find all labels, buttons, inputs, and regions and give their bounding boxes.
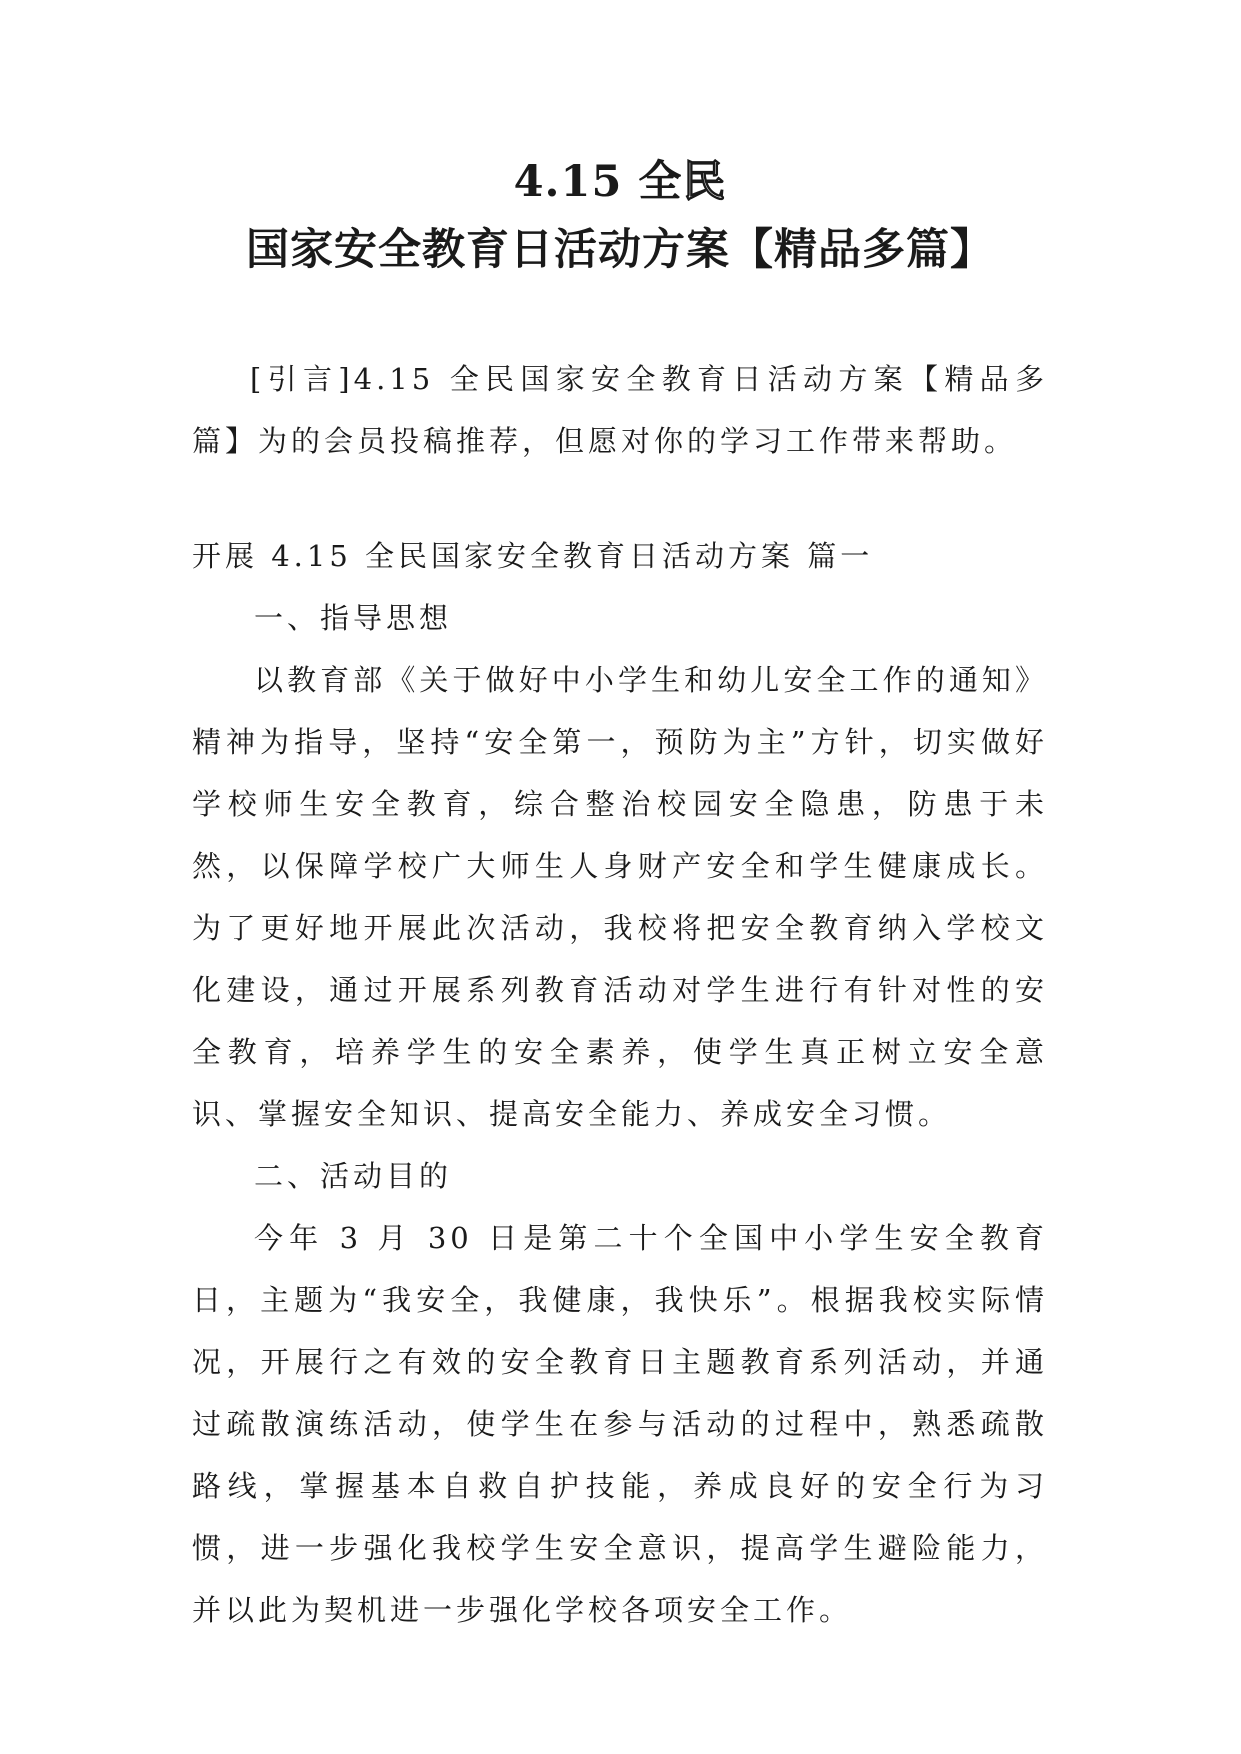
- document-title: [150, 148, 1090, 284]
- title-text-end: 国家安全教育日活动方案【精品多篇】: [246, 225, 994, 275]
- part1-heading: 一、指导思想: [254, 601, 453, 635]
- section-heading: 开展 4.15 全民国家安全教育日活动方案 篇一: [192, 539, 874, 573]
- document-content: [192, 525, 1048, 1641]
- part2-paragraph: 今年 3 月 30 日是第二十个全国中小学生安全教育日，主题为“我安全，我健康，我快乐”。根据我校实际情况，开展行之有效的安全教育日主题教育系列活动，并通过疏散演练活动，使学生在参与活动的过程中，熟悉疏散路线，掌握基本自救自护技能，养成良好的安全行为习惯，进一步强化我校学生安全意识，提高学生避险能力，并以此为契机进一步强化学校各项安全工作。: [192, 1221, 1048, 1627]
- title-text-start: 4.15 全: [513, 157, 683, 207]
- part2-heading: 二、活动目的: [254, 1159, 453, 1193]
- part1-paragraph: 以教育部《关于做好中小学生和幼儿安全工作的通知》精神为指导，坚持“安全第一，预防为主”方针，切实做好学校师生安全教育，综合整治校园安全隐患，防患于未然，以保障学校广大师生人身财产安全和学生健康成长。为了更好地开展此次活动，我校将把安全教育纳入学校文化建设，通过开展系列教育活动对学生进行有针对性的安全教育，培养学生的安全素养，使学生真正树立安全意识、掌握安全知识、提高安全能力、养成安全习惯。: [192, 663, 1048, 1131]
- title-highlighted-char: 民: [682, 157, 727, 207]
- intro-paragraph: [引言]4.15 全民国家安全教育日活动方案【精品多篇】为的会员投稿推荐，但愿对你的学习工作带来帮助。: [192, 362, 1048, 458]
